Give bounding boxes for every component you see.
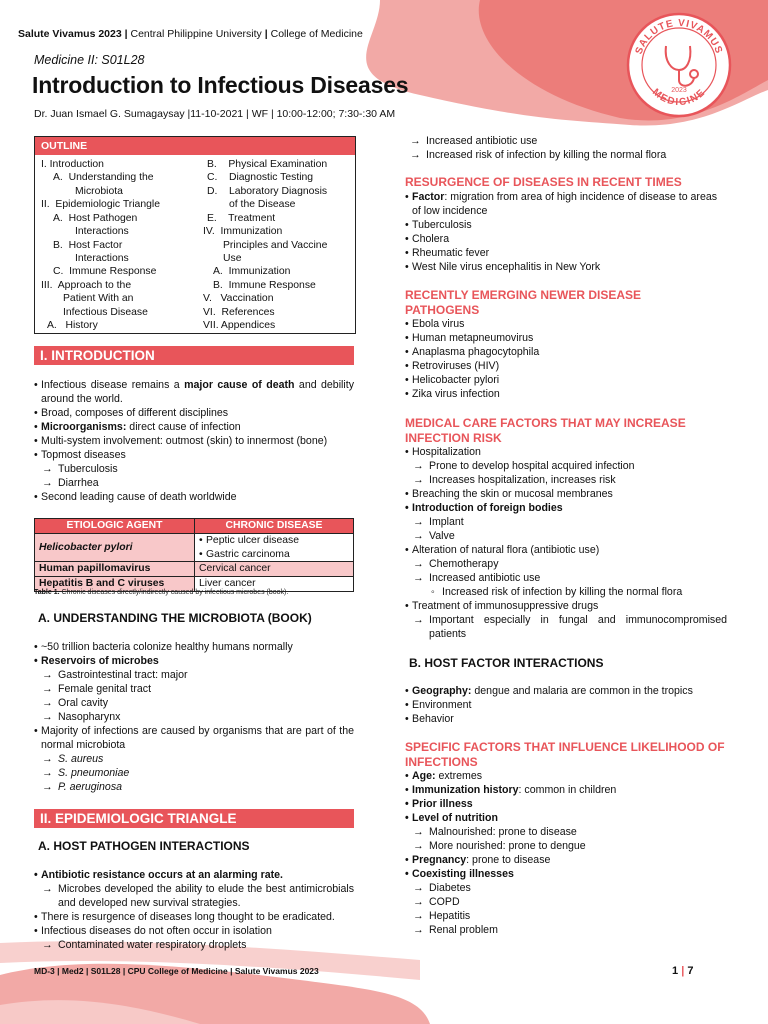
sub-list-item: → Nasopharynx — [34, 711, 354, 725]
heading-specific-factors: SPECIFIC FACTORS THAT INFLUENCE LIKELIHOOD OF INFECTIONS — [405, 740, 725, 770]
outline-item[interactable]: Interactions — [75, 252, 129, 264]
sub-list-item: → Increased risk of infection by killing the normal flora — [402, 149, 728, 163]
outline-item[interactable]: Microbiota — [75, 185, 123, 197]
list-item: • Introduction of foreign bodies — [405, 502, 727, 516]
sub-list-item: → Diarrhea — [34, 477, 354, 491]
svg-text:2023: 2023 — [671, 87, 687, 94]
list-item: • Behavior — [405, 713, 727, 727]
sub-list-item: → Microbes developed the ability to elude the best antimicrobials and developed new survival strategies. — [34, 883, 354, 911]
page-number: 1 | 7 — [672, 965, 694, 977]
table-cell: Helicobacter pylori — [39, 541, 133, 553]
sub-list-item: → Important especially in fungal and immunocompromised patients — [405, 614, 727, 642]
outline-item[interactable]: A. Understanding the — [53, 172, 154, 184]
sub-list-item: → Hepatitis — [405, 910, 727, 924]
list-item: • Second leading cause of death worldwide — [34, 491, 354, 505]
salute-vivamus-seal-logo — [626, 12, 732, 118]
sub-list-item: → More nourished: prone to dengue — [405, 840, 727, 854]
resurgence-list — [405, 191, 727, 275]
sub-list-item: → Female genital tract — [34, 683, 354, 697]
list-item: • Tuberculosis — [405, 219, 727, 233]
list-item: • Broad, composes of different disciplines — [34, 407, 354, 421]
outline-item[interactable]: of the Disease — [229, 199, 296, 211]
separator: | — [124, 28, 128, 40]
lecturer-byline: Dr. Juan Ismael G. Sumagaysay |11-10-2021 | WF | 10:00-12:00; 7:30-:30 AM — [34, 108, 396, 120]
list-item: • Zika virus infection — [405, 388, 727, 402]
table-cell: Cervical cancer — [195, 562, 354, 577]
list-item: • Coexisting illnesses — [405, 868, 727, 882]
outline-item[interactable]: V. Vaccination — [203, 293, 274, 305]
outline-item[interactable]: A. Host Pathogen — [53, 212, 138, 224]
separator: | — [264, 28, 268, 40]
subsection-heading-host-factor: B. HOST FACTOR INTERACTIONS — [409, 656, 604, 670]
sub-list-item: → S. pneumoniae — [34, 767, 354, 781]
course-code: Medicine II: S01L28 — [34, 53, 145, 67]
table-caption: Table 1. Chronic diseases directly/indirectly caused by infectious microbes (book). — [34, 589, 289, 596]
outline-item[interactable]: I. Introduction — [41, 159, 104, 170]
sub-list-item: → Prone to develop hospital acquired infection — [405, 460, 727, 474]
org-name: Salute Vivamus 2023 — [18, 28, 122, 40]
list-item: • Age: extremes — [405, 770, 727, 784]
page-title: Introduction to Infectious Diseases — [32, 72, 409, 98]
list-item: • Infectious disease remains a major cause of death and debility around the world. — [34, 379, 354, 407]
sub-list-item: → Tuberculosis — [34, 463, 354, 477]
list-item: • Microorganisms: direct cause of infection — [34, 421, 354, 435]
sub-list-item: → Increased antibiotic use — [402, 135, 728, 149]
list-item: • Majority of infections are caused by organisms that are part of the normal microbiota — [34, 725, 354, 753]
list-item: • ~50 trillion bacteria colonize healthy humans normally — [34, 641, 354, 655]
list-item: • Anaplasma phagocytophila — [405, 346, 727, 360]
list-item: • Hospitalization — [405, 446, 727, 460]
svg-text:MEDICINE: MEDICINE — [649, 86, 709, 109]
outline-heading: OUTLINE — [35, 137, 355, 155]
medical-care-list — [405, 446, 727, 642]
host-factor-list — [405, 685, 727, 727]
introduction-list — [34, 379, 354, 505]
table-header: CHRONIC DISEASE — [195, 519, 354, 534]
outline-item[interactable]: B. Immune Response — [213, 279, 316, 291]
outline-item[interactable]: III. Approach to the — [41, 279, 132, 291]
outline-item[interactable]: Interactions — [75, 226, 129, 238]
outline-item[interactable]: VI. References — [203, 306, 275, 318]
college-name: College of Medicine — [270, 28, 363, 40]
sub-list-item: → Malnourished: prone to disease — [405, 826, 727, 840]
list-item: • Cholera — [405, 233, 727, 247]
list-item: • Infectious diseases do not often occur in isolation — [34, 925, 354, 939]
outline-box — [34, 136, 356, 334]
continued-list — [402, 135, 728, 163]
outline-col-1 — [41, 158, 207, 332]
list-item: • Antibiotic resistance occurs at an alarming rate. — [34, 869, 354, 883]
list-item: • Level of nutrition — [405, 812, 727, 826]
list-item: • Prior illness — [405, 798, 727, 812]
outline-item[interactable]: IV. Immunization — [203, 226, 283, 238]
table-cell: Liver cancer — [195, 577, 354, 592]
sub-list-item: → Increases hospitalization, increases risk — [405, 474, 727, 488]
list-item: • Alteration of natural flora (antibiotic use) — [405, 544, 727, 558]
sub-list-item: → Contaminated water respiratory droplets — [34, 939, 354, 953]
subsection-heading-microbiota: A. UNDERSTANDING THE MICROBIOTA (BOOK) — [38, 611, 312, 625]
host-pathogen-list — [34, 869, 354, 953]
list-item: • West Nile virus encephalitis in New York — [405, 261, 727, 275]
table-cell: Human papillomavirus — [39, 563, 151, 575]
university-name: Central Philippine University — [130, 28, 262, 40]
heading-medical-care-factors: MEDICAL CARE FACTORS THAT MAY INCREASE INFECTION RISK — [405, 416, 686, 446]
sub-list-item: → Chemotherapy — [405, 558, 727, 572]
outline-item[interactable]: Infectious Disease — [63, 306, 148, 318]
subsection-heading-host-pathogen: A. HOST PATHOGEN INTERACTIONS — [38, 839, 250, 853]
list-item: • Pregnancy: prone to disease — [405, 854, 727, 868]
table-cell: • Peptic ulcer disease — [199, 534, 349, 548]
list-item: • Treatment of immunosuppressive drugs — [405, 600, 727, 614]
outline-item[interactable]: A. History — [47, 320, 98, 332]
list-item: • There is resurgence of diseases long thought to be eradicated. — [34, 911, 354, 925]
outline-item[interactable]: D. Laboratory Diagnosis — [207, 185, 328, 197]
outline-item[interactable]: C. Diagnostic Testing — [207, 172, 314, 184]
sub-list-item: → Increased antibiotic use — [405, 572, 727, 586]
header-line — [18, 28, 363, 42]
heading-emerging-pathogens: RECENTLY EMERGING NEWER DISEASE PATHOGENS — [405, 288, 642, 318]
svg-text:SALUTE VIVAMUS: SALUTE VIVAMUS — [633, 17, 725, 56]
sub-list-item: → Valve — [405, 530, 727, 544]
outline-item[interactable]: B. Host Factor — [53, 239, 123, 251]
table-cell: Hepatitis B and C viruses — [39, 578, 165, 590]
table-row — [35, 534, 354, 562]
outline-item[interactable]: II. Epidemiologic Triangle — [41, 199, 160, 211]
outline-item[interactable]: Use — [223, 252, 242, 264]
outline-item[interactable]: Patient With an — [63, 293, 134, 305]
outline-item[interactable]: C. Immune Response — [53, 266, 157, 278]
section-heading-epidemiologic-triangle: II. EPIDEMIOLOGIC TRIANGLE — [34, 809, 354, 828]
list-item: • Environment — [405, 699, 727, 713]
section-heading-introduction: I. INTRODUCTION — [34, 346, 354, 365]
outline-item[interactable]: Principles and Vaccine — [223, 239, 328, 251]
list-item: • Helicobacter pylori — [405, 374, 727, 388]
sub-list-item: → COPD — [405, 896, 727, 910]
outline-item[interactable]: A. Immunization — [213, 266, 291, 278]
sub-list-item: → Gastrointestinal tract: major — [34, 669, 354, 683]
list-item: • Retroviruses (HIV) — [405, 360, 727, 374]
heading-resurgence: RESURGENCE OF DISEASES IN RECENT TIMES — [405, 175, 682, 189]
sub-list-item: → Renal problem — [405, 924, 727, 938]
list-item: • Rheumatic fever — [405, 247, 727, 261]
list-item: • Topmost diseases — [34, 449, 354, 463]
list-item: • Human metapneumovirus — [405, 332, 727, 346]
microbiota-list — [34, 641, 354, 795]
sub-list-item: → Implant — [405, 516, 727, 530]
sub-sub-list-item: ◦ Increased risk of infection by killing the normal flora — [405, 586, 727, 600]
sub-list-item: → Oral cavity — [34, 697, 354, 711]
outline-item[interactable]: E. Treatment — [207, 212, 276, 224]
list-item: • Breaching the skin or mucosal membranes — [405, 488, 727, 502]
table-row — [35, 562, 354, 577]
emerging-list — [405, 318, 727, 402]
list-item: • Reservoirs of microbes — [34, 655, 354, 669]
table-cell: • Gastric carcinoma — [199, 548, 349, 562]
outline-item[interactable]: B. Physical Examination — [207, 159, 328, 170]
list-item: • Ebola virus — [405, 318, 727, 332]
list-item: • Factor: migration from area of high incidence of disease to areas of low incidence — [405, 191, 727, 219]
sub-list-item: → P. aeruginosa — [34, 781, 354, 795]
list-item: • Immunization history: common in children — [405, 784, 727, 798]
footer: MD-3 | Med2 | S01L28 | CPU College of Medicine | Salute Vivamus 2023 — [34, 966, 319, 976]
specific-factors-list — [405, 770, 727, 938]
sub-list-item: → Diabetes — [405, 882, 727, 896]
table-header: ETIOLOGIC AGENT — [35, 519, 195, 534]
list-item: • Geography: dengue and malaria are common in the tropics — [405, 685, 727, 699]
etiology-table — [34, 518, 354, 592]
sub-list-item: → S. aureus — [34, 753, 354, 767]
list-item: • Multi-system involvement: outmost (skin) to innermost (bone) — [34, 435, 354, 449]
outline-col-2 — [203, 158, 355, 332]
outline-item[interactable]: VII. Appendices — [203, 320, 276, 332]
